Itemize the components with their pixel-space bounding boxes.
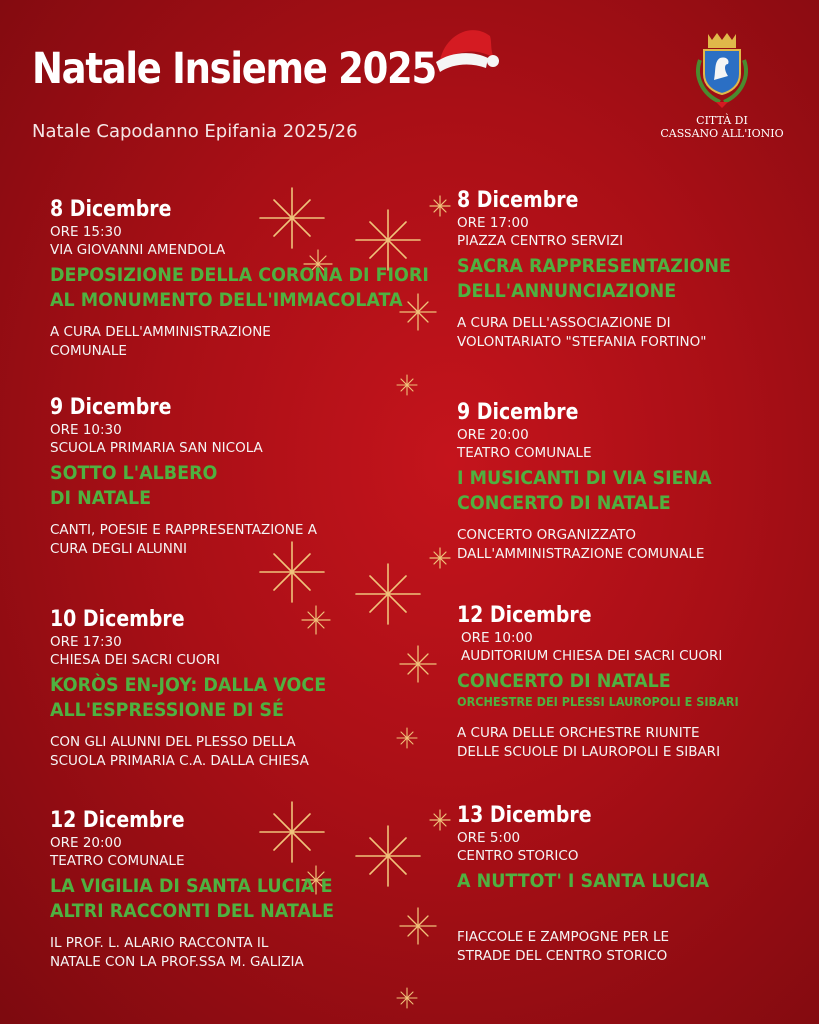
event-place: PIAZZA CENTRO SERVIZI <box>457 233 624 249</box>
event-date: 13 Dicembre <box>457 803 592 828</box>
sparkle-icon <box>356 826 420 886</box>
event-note <box>457 314 755 352</box>
event-note-line2: CURA DEGLI ALUNNI <box>50 541 187 557</box>
santa-hat-icon <box>432 20 500 76</box>
event-title-line2: CONCERTO DI NATALE <box>457 492 671 514</box>
event-time: ORE 17:00 <box>457 215 529 231</box>
sparkle-icon <box>430 548 450 568</box>
event-note-line2: DALL'AMMINISTRAZIONE COMUNALE <box>457 546 705 562</box>
city-name-line1: CITTÀ DI <box>696 114 748 127</box>
event-place: TEATRO COMUNALE <box>50 853 185 869</box>
event-note-line1: CON GLI ALUNNI DEL PLESSO DELLA <box>50 734 296 750</box>
event-title-line1: A NUTTOT' I SANTA LUCIA <box>457 870 709 892</box>
event-note <box>50 323 462 361</box>
sparkle-icon <box>430 810 450 830</box>
event-time: ORE 5:00 <box>457 830 521 846</box>
event-title-line2: AL MONUMENTO DELL'IMMACOLATA <box>50 289 403 311</box>
event-title <box>50 874 334 924</box>
event-time: ORE 17:30 <box>50 634 122 650</box>
event-title-line2: DELL'ANNUNCIAZIONE <box>457 280 677 302</box>
event-title-line1: KORÒS EN-JOY: DALLA VOCE <box>50 674 327 696</box>
event-place: VIA GIOVANNI AMENDOLA <box>50 242 226 258</box>
sparkle-icon <box>400 908 436 944</box>
event-place: SCUOLA PRIMARIA SAN NICOLA <box>50 440 263 456</box>
event-title <box>50 263 429 313</box>
event-time: ORE 20:00 <box>457 427 529 443</box>
event-time: ORE 10:00 <box>461 630 533 646</box>
sparkle-icon <box>397 988 417 1008</box>
event-note-line2: STRADE DEL CENTRO STORICO <box>457 948 668 964</box>
event-place: TEATRO COMUNALE <box>457 445 592 461</box>
event-left-3 <box>50 607 350 771</box>
event-note <box>50 733 350 771</box>
sparkle-icon <box>397 375 417 395</box>
event-note-line2: COMUNALE <box>50 343 127 359</box>
event-title-line1: SACRA RAPPRESENTAZIONE <box>457 255 731 277</box>
event-title-line1: CONCERTO DI NATALE <box>457 670 671 692</box>
page-title: Natale Insieme 2025 <box>32 44 436 94</box>
event-right-2 <box>457 400 734 564</box>
event-left-2 <box>50 395 317 559</box>
event-title-line1: DEPOSIZIONE DELLA CORONA DI FIORI <box>50 264 429 286</box>
event-date: 12 Dicembre <box>50 808 185 833</box>
event-time: ORE 15:30 <box>50 224 122 240</box>
event-note <box>50 934 359 972</box>
event-title <box>457 254 731 304</box>
event-title-line1: I MUSICANTI DI VIA SIENA <box>457 467 712 489</box>
event-note-line1: IL PROF. L. ALARIO RACCONTA IL <box>50 935 269 951</box>
event-time: ORE 10:30 <box>50 422 122 438</box>
event-place: AUDITORIUM CHIESA DEI SACRI CUORI <box>461 648 723 664</box>
event-subtitle: ORCHESTRE DEI PLESSI LAUROPOLI E SIBARI <box>457 694 739 709</box>
event-date: 9 Dicembre <box>50 395 172 420</box>
event-place: CHIESA DEI SACRI CUORI <box>50 652 220 668</box>
city-crest-icon <box>690 30 754 110</box>
event-date: 10 Dicembre <box>50 607 185 632</box>
event-note-line1: A CURA DELL'AMMINISTRAZIONE <box>50 324 271 340</box>
event-right-4 <box>457 803 731 966</box>
event-note <box>50 521 317 559</box>
event-title-line2: DI NATALE <box>50 487 152 509</box>
event-date: 8 Dicembre <box>50 197 172 222</box>
sparkle-icon <box>356 564 420 624</box>
event-note-line1: FIACCOLE E ZAMPOGNE PER LE <box>457 929 670 945</box>
event-right-1 <box>457 188 755 352</box>
event-title <box>50 461 296 511</box>
event-note-line1: CANTI, POESIE E RAPPRESENTAZIONE A <box>50 522 317 538</box>
event-title <box>457 466 712 516</box>
city-name-line2: CASSANO ALL'IONIO <box>660 127 784 140</box>
event-time: ORE 20:00 <box>50 835 122 851</box>
page-subtitle: Natale Capodanno Epifania 2025/26 <box>32 121 358 142</box>
event-note-line2: DELLE SCUOLE DI LAUROPOLI E SIBARI <box>457 744 721 760</box>
sparkle-icon <box>397 728 417 748</box>
event-note <box>457 928 731 966</box>
event-note-line1: CONCERTO ORGANIZZATO <box>457 527 637 543</box>
event-note-line2: NATALE CON LA PROF.SSA M. GALIZIA <box>50 954 304 970</box>
event-note-line1: A CURA DELLE ORCHESTRE RIUNITE <box>457 725 700 741</box>
event-title-line1: LA VIGILIA DI SANTA LUCIA E <box>50 875 333 897</box>
city-name <box>650 114 794 140</box>
event-title <box>457 869 709 894</box>
event-title-line1: SOTTO L'ALBERO <box>50 462 218 484</box>
event-title <box>50 673 326 723</box>
event-note-line2: VOLONTARIATO "STEFANIA FORTINO" <box>457 334 707 350</box>
event-title <box>457 669 745 694</box>
event-note-line2: SCUOLA PRIMARIA C.A. DALLA CHIESA <box>50 753 309 769</box>
event-left-4 <box>50 808 359 972</box>
event-note <box>457 526 734 564</box>
event-date: 8 Dicembre <box>457 188 579 213</box>
event-right-3 <box>457 603 770 762</box>
event-note-line1: A CURA DELL'ASSOCIAZIONE DI <box>457 315 671 331</box>
event-title-line2: ALL'ESPRESSIONE DI SÉ <box>50 699 284 721</box>
event-date: 12 Dicembre <box>457 603 592 628</box>
event-left-1 <box>50 197 462 361</box>
event-title-line2: ALTRI RACCONTI DEL NATALE <box>50 900 335 922</box>
sparkle-icon <box>400 646 436 682</box>
event-note <box>457 724 770 762</box>
event-place: CENTRO STORICO <box>457 848 579 864</box>
event-date: 9 Dicembre <box>457 400 579 425</box>
